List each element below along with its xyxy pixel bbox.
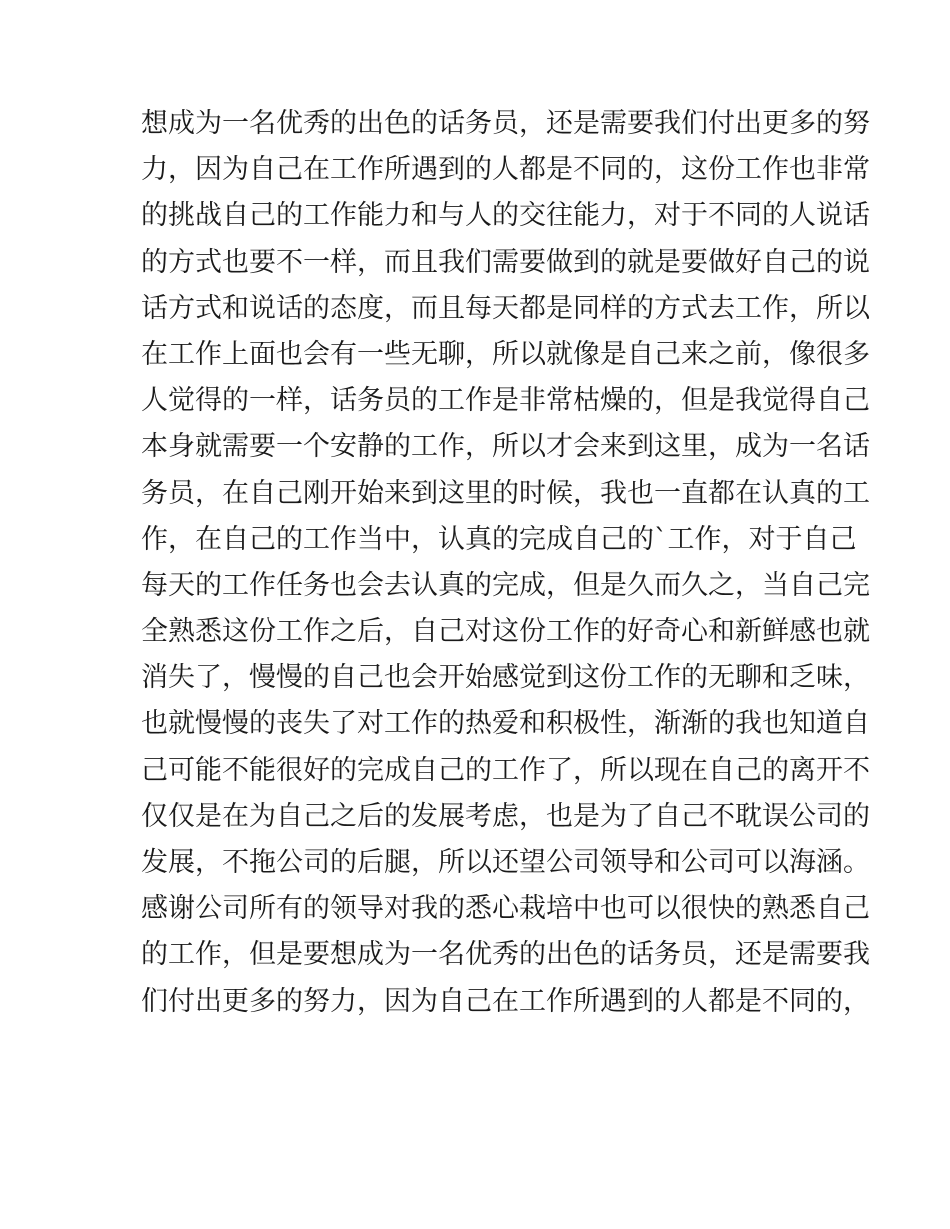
text-line: 话方式和说话的态度，而且每天都是同样的方式去工作，所以: [141, 292, 870, 324]
text-line: 的方式也要不一样，而且我们需要做到的就是要做好自己的说: [141, 246, 870, 278]
body-text: [141, 101, 870, 1025]
text-line: 想成为一名优秀的出色的话务员，还是需要我们付出更多的努: [141, 108, 870, 139]
text-line: 力，因为自己在工作所遇到的人都是不同的，这份工作也非常: [141, 154, 870, 186]
text-line: 作，在自己的工作当中，认真的完成自己的`工作，对于自己: [141, 523, 857, 555]
text-line: 本身就需要一个安静的工作，所以才会来到这里，成为一名话: [141, 431, 870, 463]
text-line: 仅仅是在为自己之后的发展考虑，也是为了自己不耽误公司的: [141, 800, 870, 832]
text-line: 感谢公司所有的领导对我的悉心栽培中也可以很快的熟悉自己: [141, 893, 870, 925]
text-line: 每天的工作任务也会去认真的完成，但是久而久之，当自己完: [141, 569, 870, 601]
text-line: 己可能不能很好的完成自己的工作了，所以现在自己的离开不: [141, 754, 870, 786]
text-line: 们付出更多的努力，因为自己在工作所遇到的人都是不同的，: [141, 985, 870, 1017]
text-line: 消失了，慢慢的自己也会开始感觉到这份工作的无聊和乏味，: [141, 662, 870, 694]
text-line: 也就慢慢的丧失了对工作的热爱和积极性，渐渐的我也知道自: [141, 708, 870, 740]
text-line: 在工作上面也会有一些无聊，所以就像是自己来之前，像很多: [141, 338, 870, 370]
text-line: 的工作，但是要想成为一名优秀的出色的话务员，还是需要我: [141, 939, 870, 971]
text-line: 发展，不拖公司的后腿，所以还望公司领导和公司可以海涵。: [141, 847, 870, 878]
text-line: 的挑战自己的工作能力和与人的交往能力，对于不同的人说话: [141, 200, 870, 232]
text-line: 人觉得的一样，话务员的工作是非常枯燥的，但是我觉得自己: [141, 385, 870, 417]
text-line: 务员，在自己刚开始来到这里的时候，我也一直都在认真的工: [141, 477, 870, 509]
text-line: 全熟悉这份工作之后，自己对这份工作的好奇心和新鲜感也就: [141, 616, 870, 648]
